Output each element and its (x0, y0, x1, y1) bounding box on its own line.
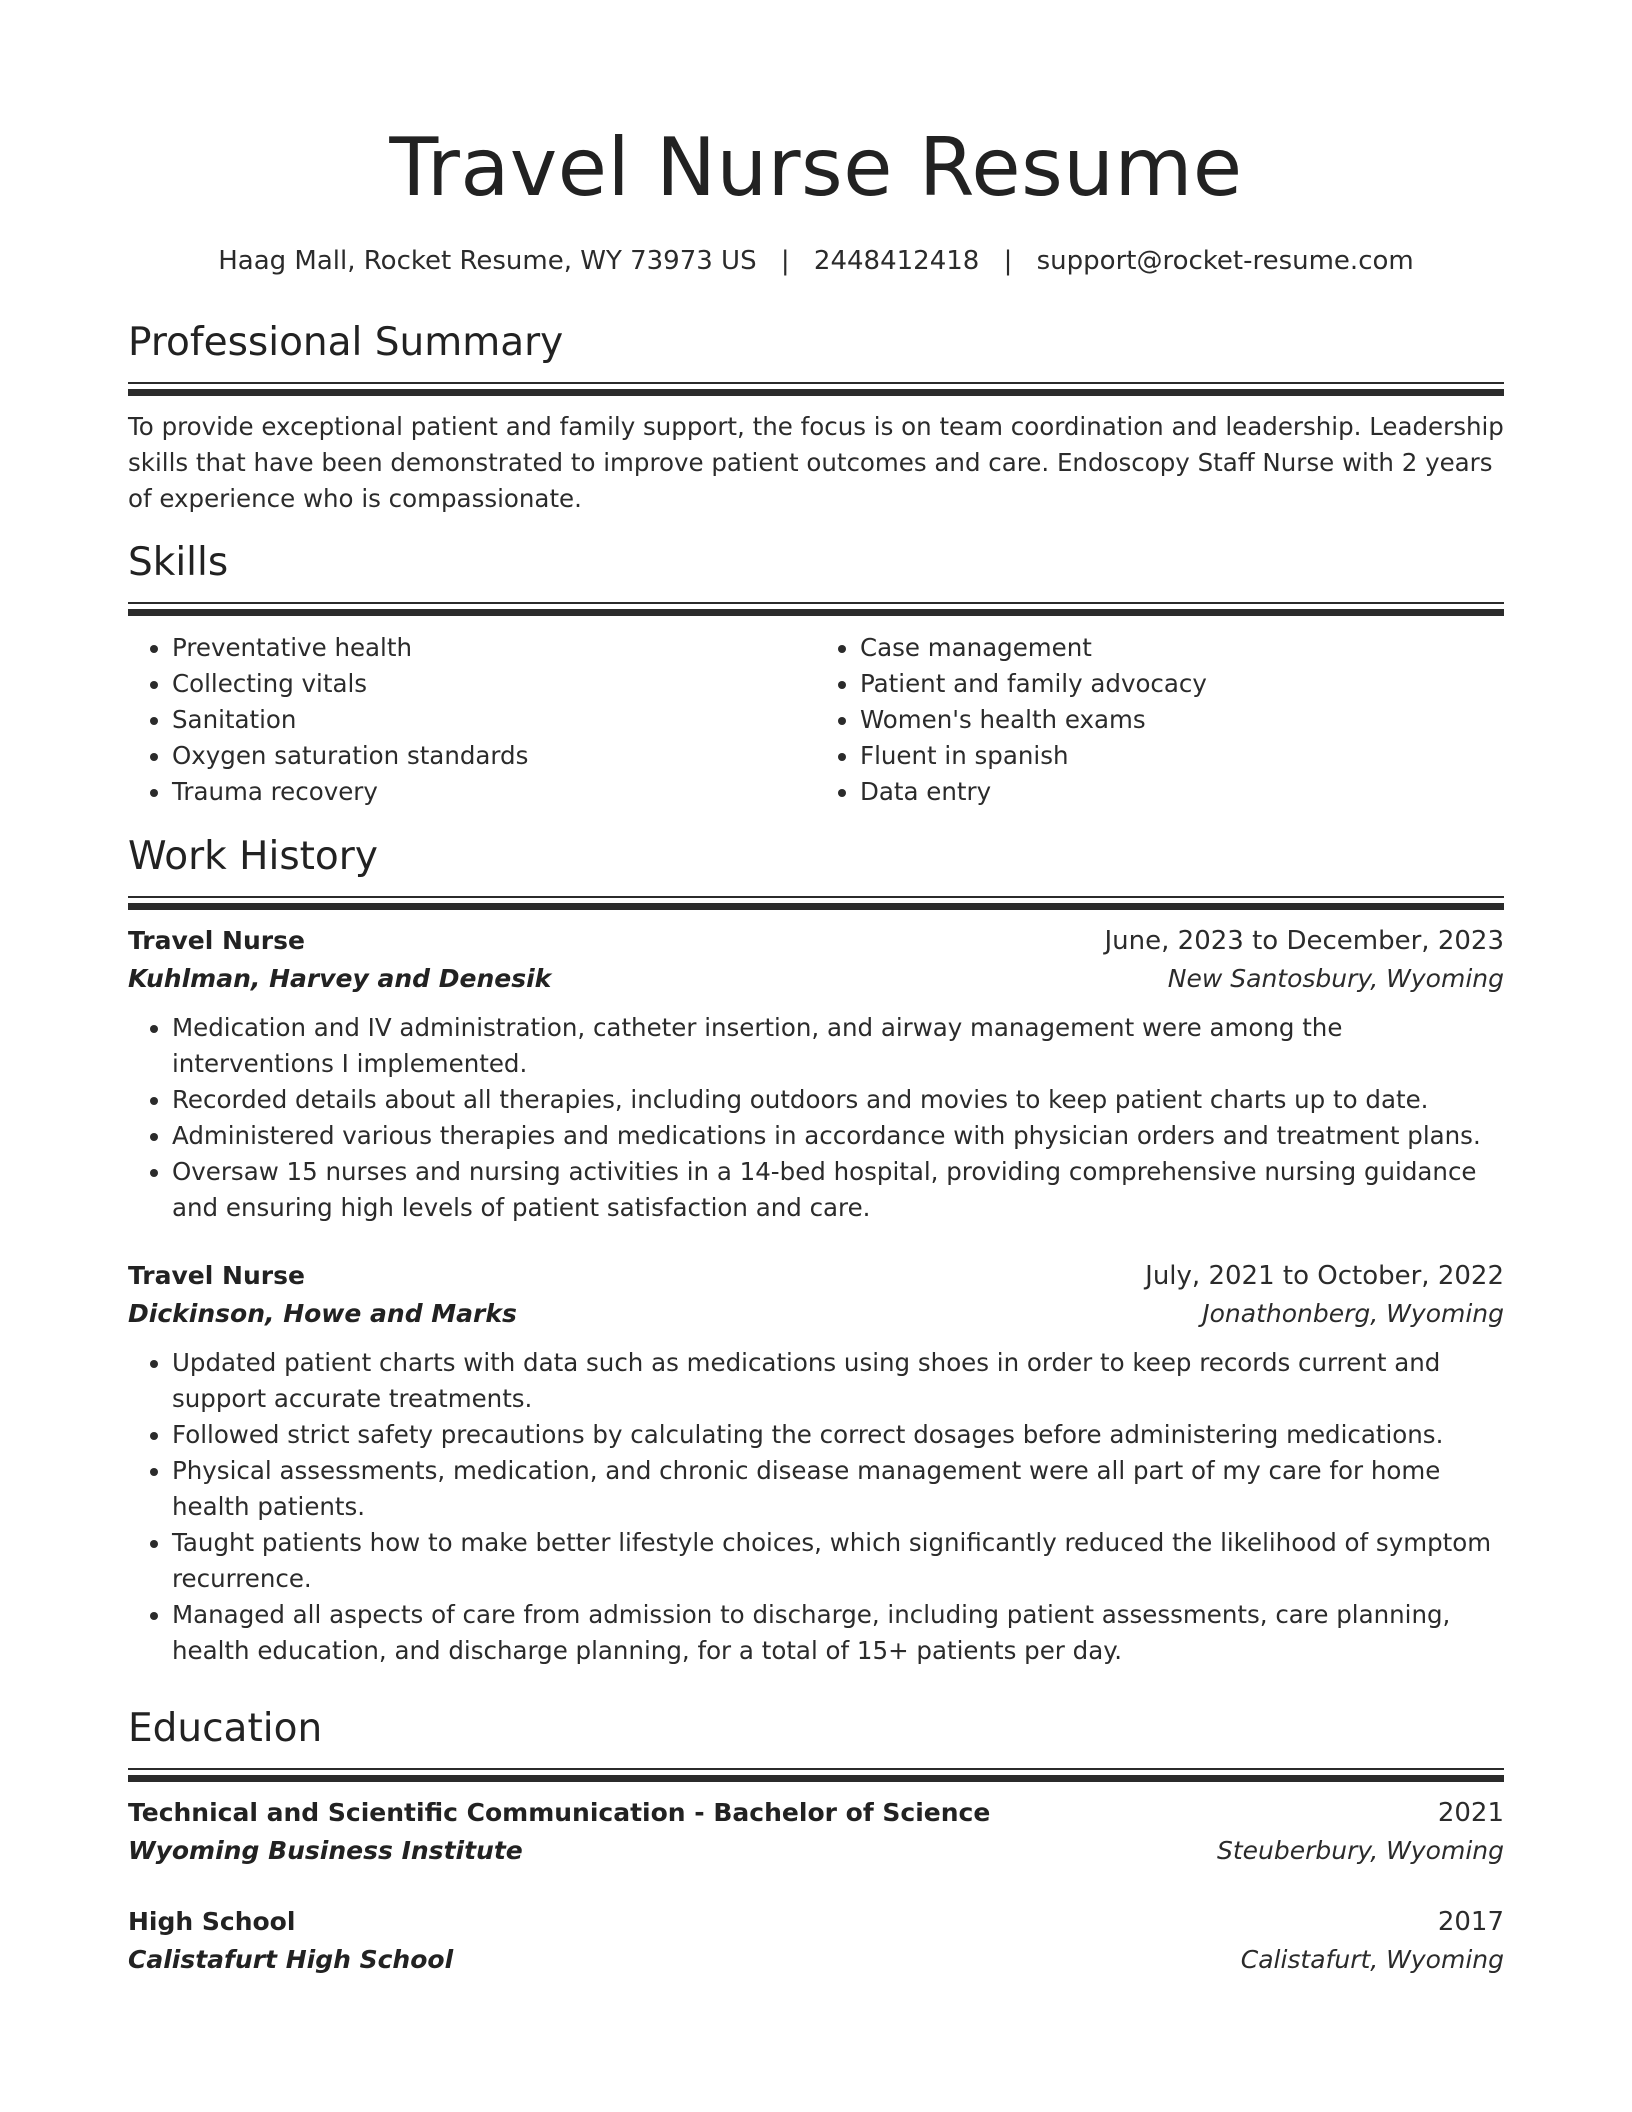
education-subheader (128, 1832, 1504, 1870)
skill-item: • Trauma recovery (172, 774, 816, 810)
job-bullet: • Recorded details about all therapies, including outdoors and movies to keep patient charts up to date. (172, 1082, 1504, 1118)
section-divider (128, 896, 1504, 910)
education-degree: High School (128, 1907, 296, 1936)
job-title: Travel Nurse (128, 926, 305, 955)
education-header (128, 1903, 1504, 1941)
education-location: Steuberbury, Wyoming (1217, 1836, 1504, 1865)
education-location: Calistafurt, Wyoming (1240, 1945, 1504, 1974)
education-school: Calistafurt High School (128, 1945, 454, 1974)
contact-email: support@rocket-resume.com (1036, 246, 1414, 276)
work-history-section (128, 832, 1504, 1226)
job-location: Jonathonberg, Wyoming (1202, 1299, 1504, 1328)
contact-separator: | (1003, 246, 1013, 276)
skill-item: • Data entry (860, 774, 1504, 810)
section-title-summary: Professional Summary (128, 320, 564, 365)
job-bullet: • Managed all aspects of care from admission to discharge, including patient assessments, care planning, health education, and discharge planning, for a total of 15+ patients per day. (172, 1597, 1504, 1669)
education-school: Wyoming Business Institute (128, 1836, 523, 1865)
job-bullet: • Physical assessments, medication, and chronic disease management were all part of my care for home health patients. (172, 1453, 1504, 1525)
job-entry (128, 1257, 1504, 1669)
education-year: 2021 (1437, 1798, 1504, 1828)
section-title-skills: Skills (128, 540, 229, 585)
skill-item: • Case management (860, 630, 1504, 666)
skills-column-right (816, 630, 1504, 810)
contact-separator: | (780, 246, 790, 276)
job-header (128, 1257, 1504, 1295)
section-title-education: Education (128, 1706, 323, 1751)
job-bullet: • Medication and IV administration, catheter insertion, and airway management were among the interventions I implemented. (172, 1010, 1504, 1082)
job-title: Travel Nurse (128, 1261, 305, 1290)
job-subheader (128, 1295, 1504, 1333)
education-subheader (128, 1941, 1504, 1979)
section-title-work: Work History (128, 834, 378, 879)
job-entry (128, 922, 1504, 1226)
skills-column-left (128, 630, 816, 810)
job-company: Kuhlman, Harvey and Denesik (128, 964, 552, 993)
skill-item: • Fluent in spanish (860, 738, 1504, 774)
job-company: Dickinson, Howe and Marks (128, 1299, 517, 1328)
skill-item: • Sanitation (172, 702, 816, 738)
contact-phone: 2448412418 (813, 246, 980, 276)
job-bullet: • Oversaw 15 nurses and nursing activities in a 14-bed hospital, providing comprehensive nursing guidance and ensuring high levels of patient satisfaction and care. (172, 1154, 1504, 1226)
section-divider (128, 602, 1504, 616)
skill-item: • Collecting vitals (172, 666, 816, 702)
education-section (128, 1704, 1504, 1979)
summary-section (128, 318, 1504, 517)
section-divider (128, 382, 1504, 396)
job-bullet: • Updated patient charts with data such as medications using shoes in order to keep records current and support accurate treatments. (172, 1345, 1504, 1417)
skill-item: • Women's health exams (860, 702, 1504, 738)
job-bullet: • Taught patients how to make better lifestyle choices, which significantly reduced the likelihood of symptom recurrence. (172, 1525, 1504, 1597)
job-dates: June, 2023 to December, 2023 (1104, 926, 1504, 956)
education-header (128, 1794, 1504, 1832)
education-degree: Technical and Scientific Communication - Bachelor of Science (128, 1798, 991, 1827)
skill-item: • Oxygen saturation standards (172, 738, 816, 774)
job-bullet: • Followed strict safety precautions by calculating the correct dosages before administering medications. (172, 1417, 1504, 1453)
skills-grid (128, 630, 1504, 810)
resume-name: Travel Nurse Resume (389, 121, 1243, 214)
section-divider (128, 1768, 1504, 1782)
job-bullets (128, 1345, 1504, 1669)
skill-item: • Patient and family advocacy (860, 666, 1504, 702)
summary-text: To provide exceptional patient and family support, the focus is on team coordination and leadership. Leadership skills that have been demonstrated to improve patient outcomes and care. Endoscopy Staff Nurse with 2 years of experience who is compassionate. (128, 412, 1504, 513)
job-dates: July, 2021 to October, 2022 (1145, 1261, 1504, 1291)
skills-section (128, 538, 1504, 810)
education-year: 2017 (1437, 1907, 1504, 1937)
education-entry (128, 1903, 1504, 1979)
education-entry (128, 1794, 1504, 1870)
job-header (128, 922, 1504, 960)
contact-address: Haag Mall, Rocket Resume, WY 73973 US (218, 246, 757, 276)
contact-line (128, 244, 1504, 278)
job-location: New Santosbury, Wyoming (1167, 964, 1504, 993)
job-subheader (128, 960, 1504, 998)
job-bullets (128, 1010, 1504, 1226)
job-bullet: • Administered various therapies and medications in accordance with physician orders and treatment plans. (172, 1118, 1504, 1154)
skill-item: • Preventative health (172, 630, 816, 666)
